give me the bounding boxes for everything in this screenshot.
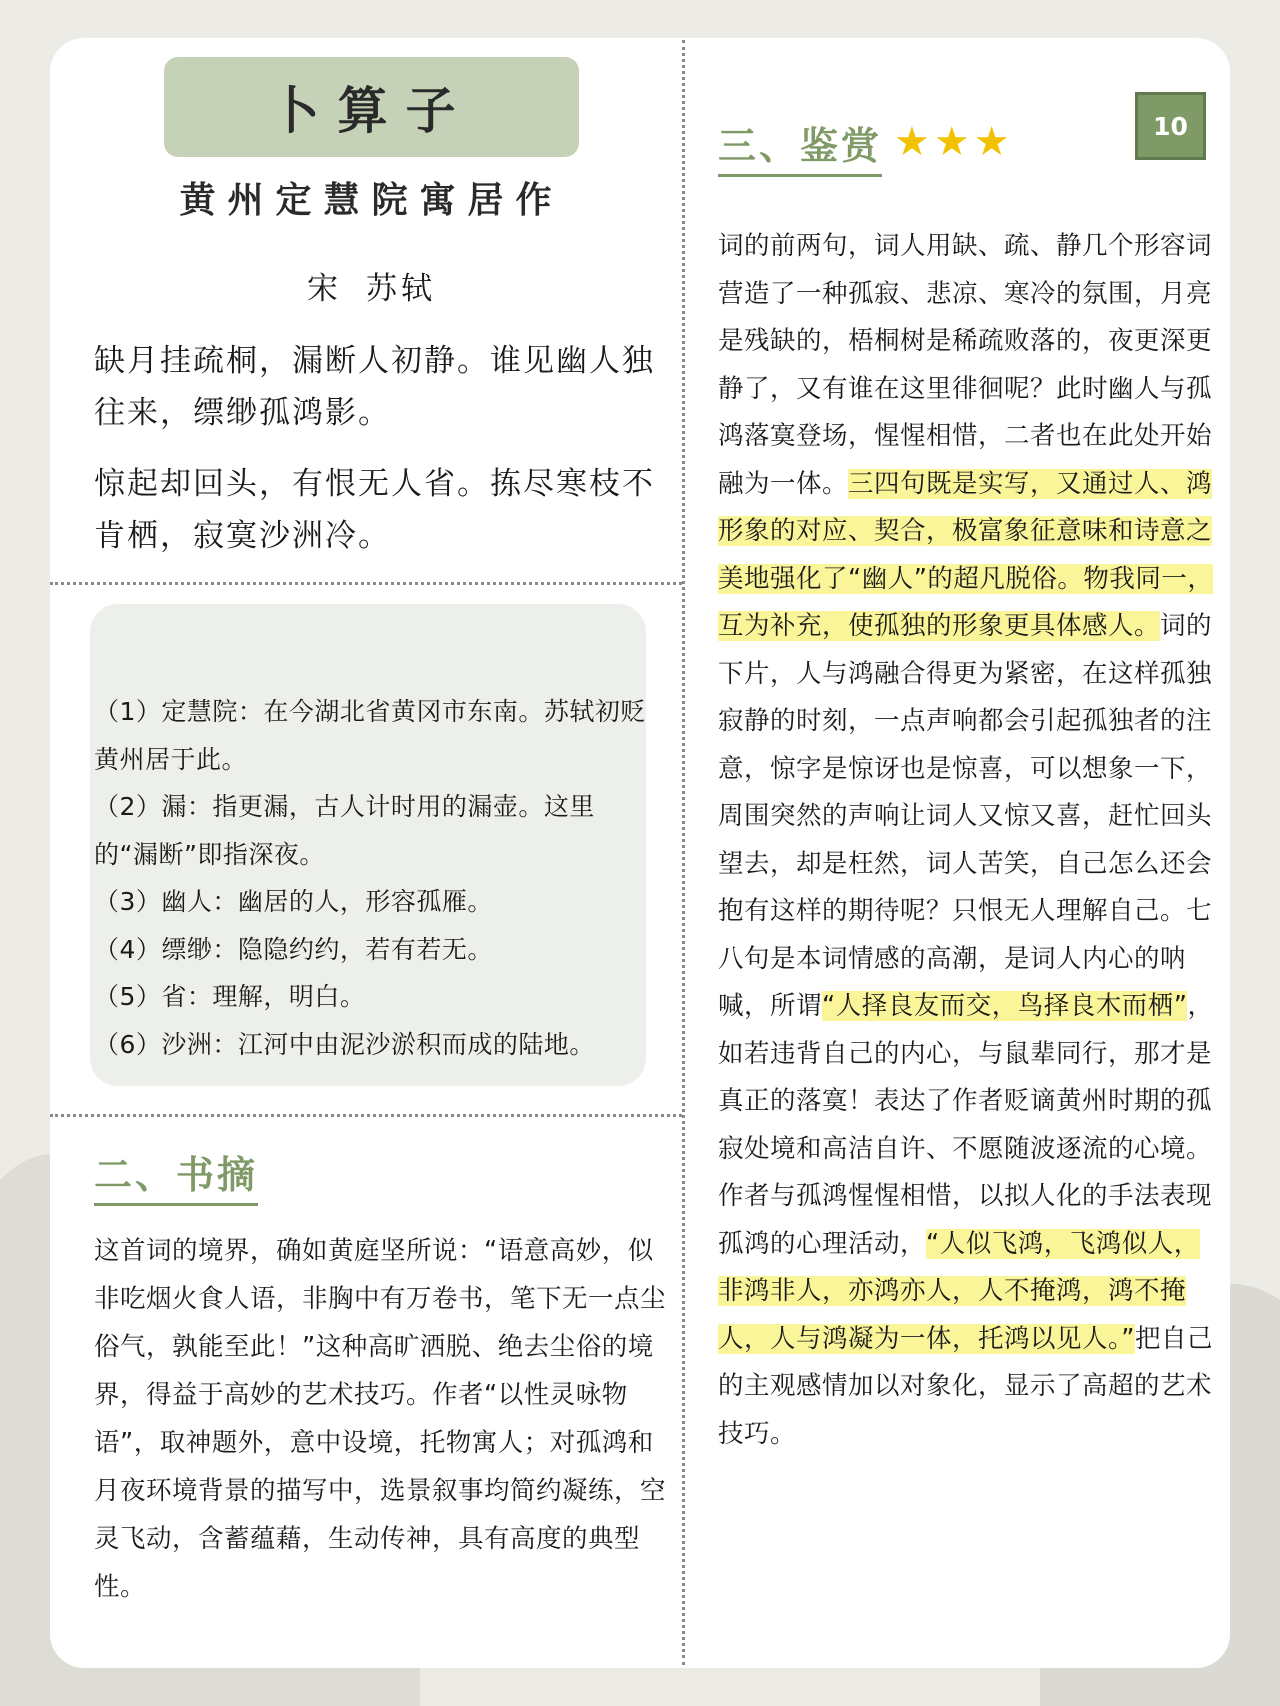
- section-divider: [50, 1114, 682, 1117]
- appreciation-segment: 把自己的主观感情加以对象化，显示了高超的艺术技巧。: [718, 1323, 1213, 1449]
- rating-stars-icon: ★★★: [894, 119, 1014, 165]
- author-dynasty: 宋: [307, 271, 342, 307]
- page-number-badge: [1135, 92, 1206, 160]
- column-divider: [682, 40, 685, 1665]
- author-name: 苏轼: [366, 271, 436, 307]
- poem-author: [164, 263, 579, 308]
- poem-stanza-2: 惊起却回头，有恨无人省。拣尽寒枝不肯栖，寂寞沙洲冷。: [94, 466, 655, 554]
- poem-title-box: [164, 57, 579, 157]
- appreciation-segment: 词的前两句，词人用缺、疏、静几个形容词营造了一种孤寂、悲凉、寒冷的氛围，月亮是残缺的，梧桐树是稀疏败落的，夜更深更静了，又有谁在这里徘徊呢？此时幽人与孤鸿落寞登场，惺惺相惜，二者也在此处开始融为一体。: [718, 231, 1213, 499]
- annotations-list: [94, 688, 649, 1068]
- poem-stanza-1: 缺月挂疏桐，漏断人初静。谁见幽人独往来，缥缈孤鸿影。: [94, 343, 655, 431]
- excerpt-text: 这首词的境界，确如黄庭坚所说：“语意高妙，似非吃烟火食人语，非胸中有万卷书，笔下无一点尘俗气，孰能至此！”这种高旷洒脱、绝去尘俗的境界，得益于高妙的艺术技巧。作者“以性灵咏物语”，取神题外，意中设境，托物寓人；对孤鸿和月夜环境背景的描写中，选景叙事均简约凝练，空灵飞动，含蓄蕴藉，生动传神，具有高度的典型性。: [94, 1236, 667, 1602]
- highlighted-quote: “人择良友而交，鸟择良木而栖”: [822, 991, 1188, 1021]
- excerpt-heading: 二、书摘: [94, 1144, 258, 1206]
- poem-title: 卜算子: [269, 81, 474, 140]
- appreciation-heading: 三、鉴赏: [718, 115, 882, 177]
- appreciation-segment: 词的下片，人与鸿融合得更为紧密，在这样孤独寂静的时刻，一点声响都会引起孤独者的注意，惊字是惊讶也是惊喜，可以想象一下，周围突然的声响让词人又惊又喜，赶忙回头望去，却是枉然，词人苦笑，自己怎么还会抱有这样的期待呢？只恨无人理解自己。七八句是本词情感的高潮，是词人内心的呐喊，所谓: [718, 611, 1213, 1021]
- annotation-item: （3）幽人：幽居的人，形容孤雁。: [94, 887, 493, 916]
- annotation-item: （1）定慧院：在今湖北省黄冈市东南。苏轼初贬黄州居于此。: [94, 697, 646, 774]
- page-number: 10: [1153, 111, 1188, 141]
- annotation-item: （5）省：理解，明白。: [94, 982, 366, 1011]
- highlighted-segment: 三四句既是实写，又通过人、鸿形象的对应、契合，极富象征意味和诗意之美地强化了“幽人”的超凡脱俗。物我同一，互为补充，使孤独的形象更具体感人。: [718, 468, 1214, 641]
- section-divider: [50, 582, 682, 585]
- annotation-item: （6）沙洲：江河中由泥沙淤积而成的陆地。: [94, 1029, 595, 1059]
- annotation-item: （4）缥缈：隐隐约约，若有若无。: [94, 934, 493, 964]
- appreciation-text: [718, 223, 1218, 1458]
- highlighted-quote: “人似飞鸿，飞鸿似人，非鸿非人，亦鸿亦人，人不掩鸿，鸿不掩人，人与鸿凝为一体，托鸿以见人。”: [718, 1228, 1200, 1354]
- appreciation-segment: ，如若违背自己的内心，与鼠辈同行，那才是真正的落寞！表达了作者贬谪黄州时期的孤寂处境和高洁自许、不愿随波逐流的心境。作者与孤鸿惺惺相惜，以拟人化的手法表现孤鸿的心理活动，: [718, 991, 1214, 1259]
- annotation-item: （2）漏：指更漏，古人计时用的漏壶。这里的“漏断”即指深夜。: [94, 792, 595, 869]
- poem-subtitle: 黄州定慧院寓居作: [179, 179, 564, 221]
- appreciation-heading-row: [718, 115, 1014, 177]
